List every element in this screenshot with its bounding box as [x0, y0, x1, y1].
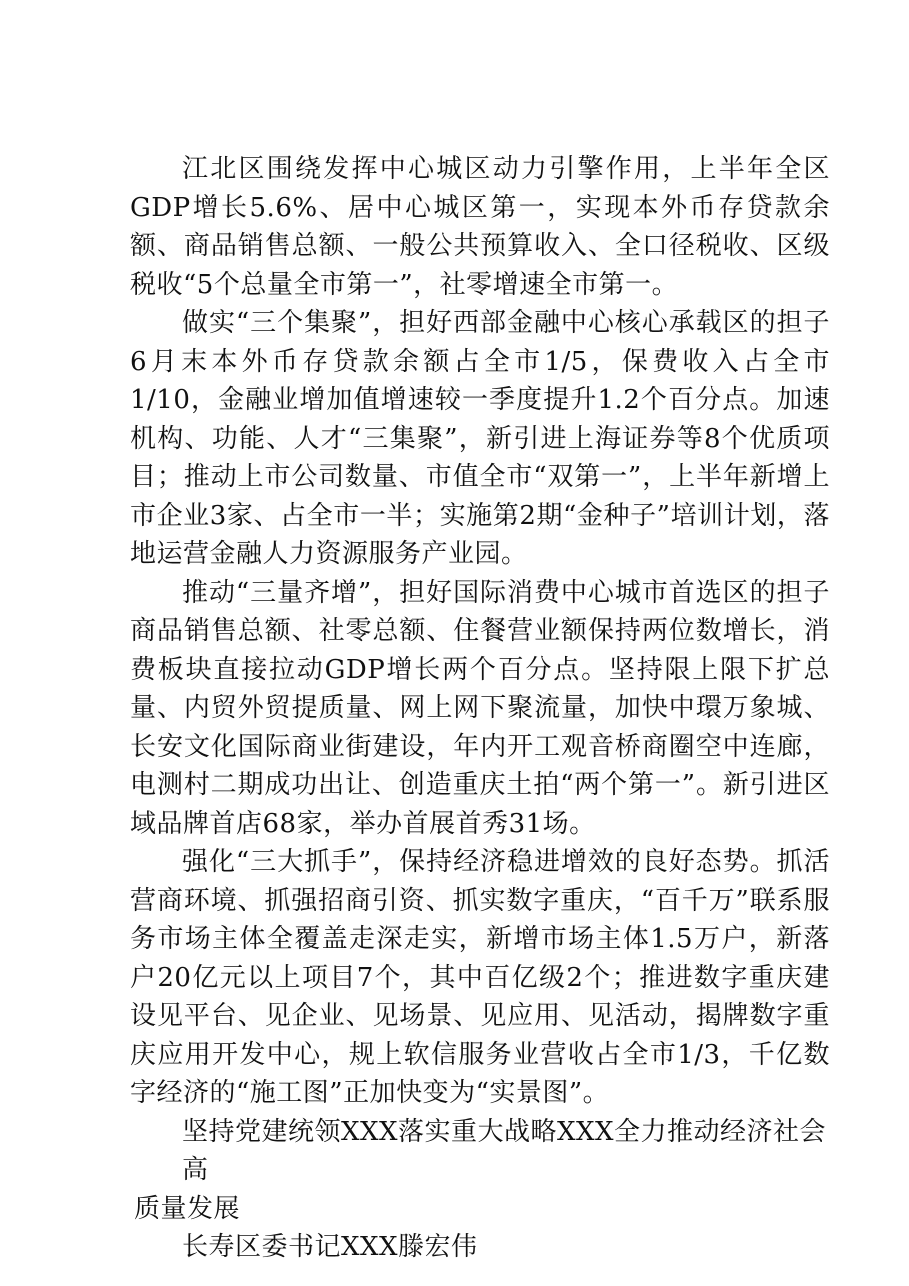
author-signature: 长寿区委书记XXX滕宏伟 [182, 1232, 478, 1262]
paragraph-finance-center: 做实“三个集聚”，担好西部金融中心核心承载区的担子6月末本外币存贷款余额占全市1/5，保费收入占全市1/10，金融业增加值增速较一季度提升1.2个百分点。加速机构、功能、人才“三集聚”，新引进上海证券等8个优质项目；推动上市公司数量、市值全市“双第一”，上半年新增上市企业3家、占全市一半；实施第2期“金种子”培训计划，落地运营金融人力资源服务产业园。 [130, 308, 830, 569]
document-body [130, 150, 830, 1267]
article-heading-line2: 质量发展 [134, 1193, 241, 1224]
article-heading-line1: 坚持党建统领XXX落实重大战略XXX全力推动经济社会高 [182, 1116, 827, 1185]
article-heading [130, 1113, 830, 1229]
paragraph-three-grips: 强化“三大抓手”，保持经济稳进增效的良好态势。抓活营商环境、抓强招商引资、抓实数字重庆，“百千万”联系服务市场主体全覆盖走深走实，新增市场主体1.5万户，新落户20亿元以上项目7个，其中百亿级2个；推进数字重庆建设见平台、见企业、见场景、见应用、见活动，揭牌数字重庆应用开发中心，规上软信服务业营收占全市1/3，千亿数字经济的“施工图”正加快变为“实景图”。 [130, 847, 830, 1108]
paragraph-consumption-center: 推动“三量齐增”，担好国际消费中心城市首选区的担子商品销售总额、社零总额、住餐营业额保持两位数增长，消费板块直接拉动GDP增长两个百分点。坚持限上限下扩总量、内贸外贸提质量、网上网下聚流量，加快中環万象城、长安文化国际商业街建设，年内开工观音桥商圈空中连廊，电测村二期成功出让、创造重庆土拍“两个第一”。新引进区域品牌首店68家，举办首展首秀31场。 [130, 577, 830, 839]
paragraph-gdp-summary: 江北区围绕发挥中心城区动力引擎作用，上半年全区GDP增长5.6%、居中心城区第一，实现本外币存贷款余额、商品销售总额、一般公共预算收入、全口径税收、区级税收“5个总量全市第一”，社零增速全市第一。 [130, 154, 830, 300]
